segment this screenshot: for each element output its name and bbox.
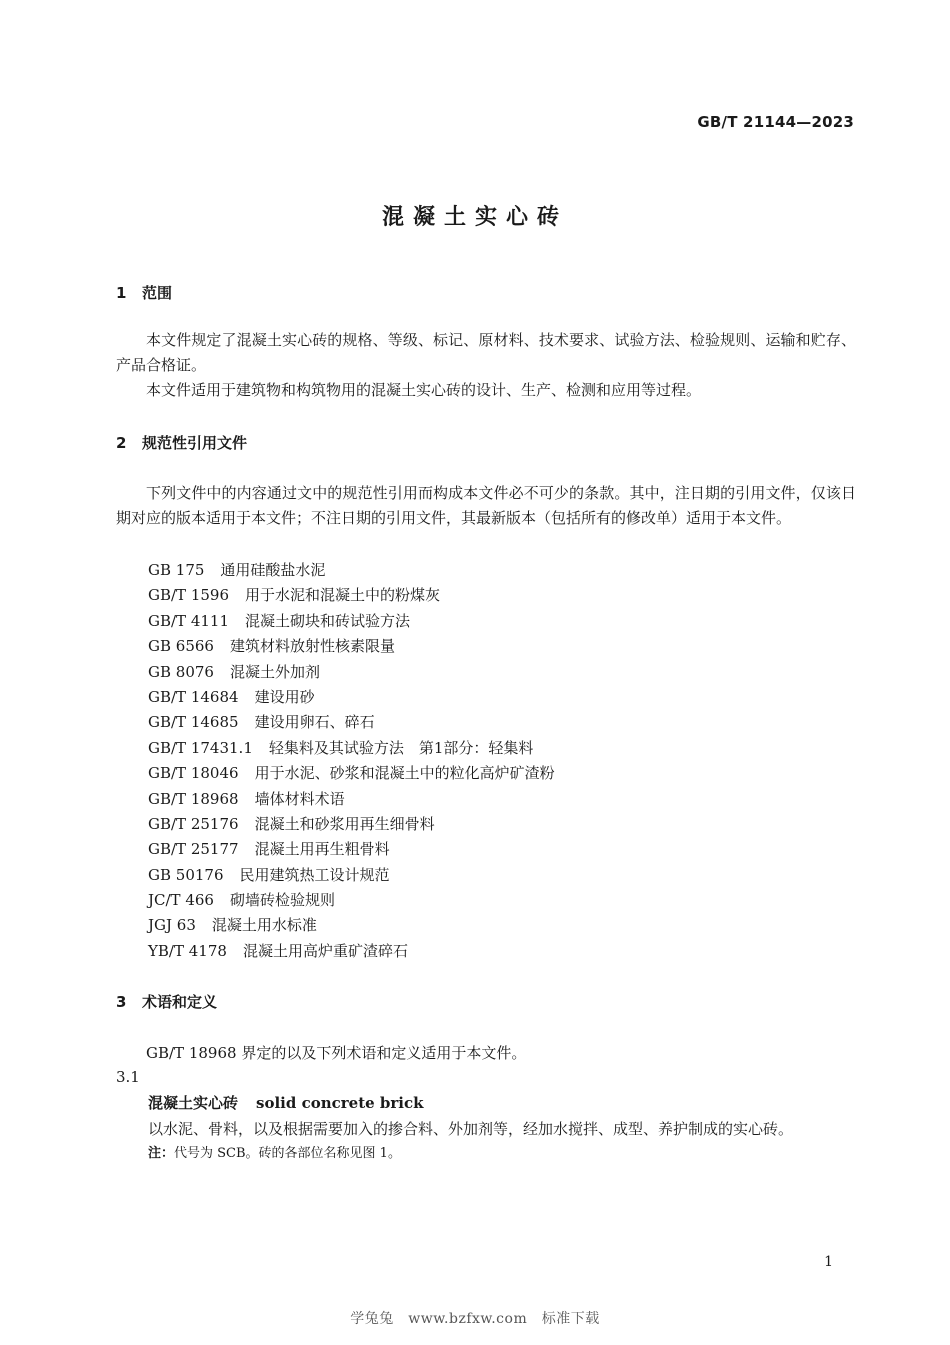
section-1-number: 1	[116, 284, 127, 302]
reference-code: GB 175	[148, 561, 205, 579]
reference-title: 用于水泥、砂浆和混凝土中的粒化高炉矿渣粉	[254, 764, 555, 783]
reference-item	[148, 558, 555, 583]
reference-title: 民用建筑热工设计规范	[239, 865, 390, 884]
reference-item	[148, 761, 555, 786]
section-2-number: 2	[116, 434, 127, 452]
reference-title: 通用硅酸盐水泥	[220, 561, 326, 579]
reference-list	[148, 558, 555, 964]
reference-title: 砌墙砖检验规则	[229, 891, 335, 910]
reference-code: GB/T 18046	[148, 764, 239, 783]
scope-paragraph-1: 本文件规定了混凝土实心砖的规格、等级、标记、原材料、技术要求、试验方法、检验规则、运输和贮存、产品合格证。	[116, 331, 856, 374]
reference-item	[148, 913, 555, 938]
reference-title: 混凝土和砂浆用再生细骨料	[254, 814, 435, 833]
page-number: 1	[824, 1254, 833, 1270]
scope-paragraph-2: 本文件适用于建筑物和构筑物用的混凝土实心砖的设计、生产、检测和应用等过程。	[146, 381, 702, 399]
reference-title: 建设用砂	[254, 687, 315, 706]
term-chinese: 混凝土实心砖	[148, 1094, 239, 1112]
reference-code: YB/T 4178	[148, 941, 227, 960]
reference-title: 轻集料及其试验方法 第1部分：轻集料	[268, 738, 534, 757]
normative-intro: 下列文件中的内容通过文中的规范性引用而构成本文件必不可少的条款。其中，注日期的引用文件，仅该日期对应的版本适用于本文件；不注日期的引用文件，其最新版本（包括所有的修改单）适用于本文件。	[116, 484, 856, 527]
section-3-number: 3	[116, 993, 127, 1011]
reference-code: GB/T 18968	[148, 789, 239, 808]
reference-item	[148, 685, 555, 710]
reference-item	[148, 837, 555, 862]
reference-code: GB 6566	[148, 637, 214, 656]
section-3-heading	[116, 991, 217, 1012]
reference-item	[148, 660, 555, 685]
term-english: solid concrete brick	[256, 1094, 424, 1112]
reference-item	[148, 710, 555, 735]
reference-code: GB/T 25176	[148, 814, 239, 833]
reference-item	[148, 888, 555, 913]
reference-code: GB 50176	[148, 865, 224, 884]
reference-item	[148, 812, 555, 837]
reference-item	[148, 634, 555, 659]
reference-title: 墙体材料术语	[254, 789, 345, 808]
reference-code: GB/T 17431.1	[148, 738, 253, 757]
reference-code: JC/T 466	[148, 891, 214, 910]
reference-title: 用于水泥和混凝土中的粉煤灰	[245, 586, 441, 605]
reference-title: 混凝土用水标准	[211, 916, 317, 935]
term-note	[148, 1142, 401, 1161]
reference-item	[148, 863, 555, 888]
reference-code: GB/T 14684	[148, 687, 239, 706]
reference-code: GB/T 14685	[148, 713, 239, 732]
reference-title: 混凝土外加剂	[229, 662, 320, 681]
term-entry	[148, 1092, 424, 1113]
reference-title: 混凝土砌块和砖试验方法	[245, 611, 411, 630]
reference-code: GB/T 25177	[148, 840, 239, 859]
reference-title: 混凝土用高炉重矿渣碎石	[242, 941, 408, 960]
reference-code: GB/T 1596	[148, 586, 230, 605]
terms-intro: GB/T 18968 界定的以及下列术语和定义适用于本文件。	[146, 1044, 527, 1062]
section-1-title: 范围	[142, 284, 173, 302]
note-label: 注：	[148, 1146, 175, 1161]
reference-title: 建设用卵石、碎石	[254, 713, 375, 732]
reference-code: GB/T 4111	[148, 611, 230, 630]
document-title: 混凝土实心砖	[381, 205, 568, 230]
section-1-heading	[116, 282, 172, 303]
term-definition: 以水泥、骨料，以及根据需要加入的掺合料、外加剂等，经加水搅拌、成型、养护制成的实心砖。	[148, 1120, 794, 1138]
standard-number: GB/T 21144—2023	[697, 113, 854, 131]
footer-watermark: 学兔兔 www.bzfxw.com 标准下载	[350, 1311, 600, 1327]
reference-item	[148, 787, 555, 812]
note-text: 代号为 SCB。砖的各部位名称见图 1。	[174, 1146, 401, 1161]
reference-code: GB 8076	[148, 662, 214, 681]
clause-number: 3.1	[116, 1068, 140, 1086]
section-2-heading	[116, 432, 247, 453]
reference-item	[148, 609, 555, 634]
reference-item	[148, 939, 555, 964]
reference-item	[148, 583, 555, 608]
reference-title: 建筑材料放射性核素限量	[229, 637, 395, 656]
reference-code: JGJ 63	[148, 916, 196, 935]
reference-title: 混凝土用再生粗骨料	[254, 840, 390, 859]
reference-item	[148, 736, 555, 761]
section-2-title: 规范性引用文件	[142, 434, 248, 452]
section-3-title: 术语和定义	[142, 993, 218, 1011]
